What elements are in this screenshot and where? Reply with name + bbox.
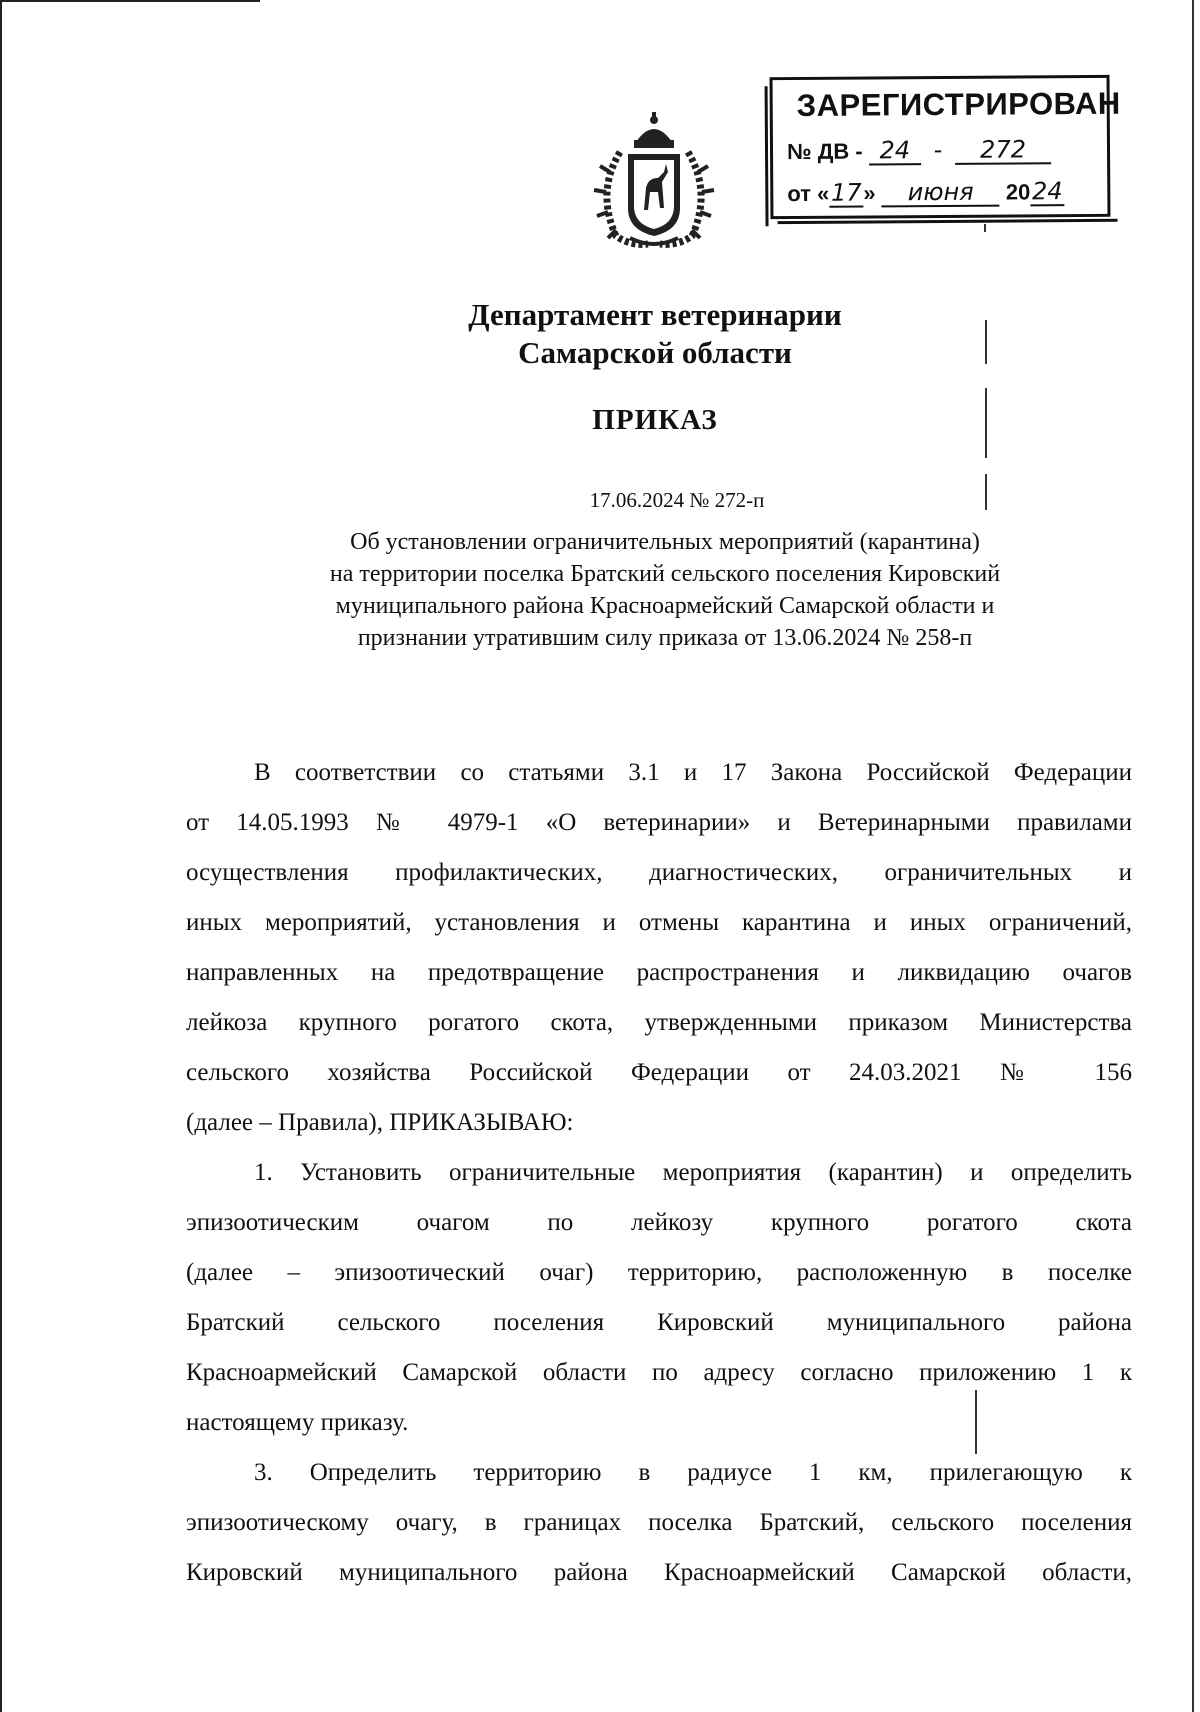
body-line: (далее – эпизоотический очаг) территорию, расположенную в поселке [186,1259,1132,1286]
stamp-date-month: июня [882,179,1000,208]
body-line: эпизоотическому очагу, в границах поселка Братский, сельского поселения [186,1509,1132,1536]
stamp-date-close: » [863,180,876,206]
stamp-date-row [787,178,1064,208]
body-line: 3. Определить территорию в радиусе 1 км, прилегающую к [254,1459,1132,1486]
body-line: В соответствии со статьями 3.1 и 17 Закона Российской Федерации [254,759,1132,786]
body-line: иных мероприятий, установления и отмены карантина и иных ограничений, [186,909,1132,936]
department-name-line2: Самарской области [518,335,792,370]
scan-top-line [0,0,260,2]
body-line: направленных на предотвращение распространения и ликвидацию очагов [186,959,1132,986]
scan-edge-right [1192,0,1194,1712]
stamp-number-separator: - [933,135,943,165]
body-line: осуществления профилактических, диагностических, ограничительных и [186,859,1132,886]
registration-stamp [770,75,1121,219]
order-title-line: Об установлении ограничительных мероприятий (карантина) [350,529,980,555]
order-title [180,526,1150,654]
stamp-title: ЗАРЕГИСТРИРОВАН [796,85,1121,123]
body-line: Братский сельского поселения Кировский муниципального района [186,1309,1132,1336]
body-line: сельского хозяйства Российской Федерации от 24.03.2021 № 156 [186,1059,1132,1086]
stamp-year-suffix: 24 [1031,177,1063,206]
order-date-number: 17.06.2024 № 272-п [589,488,765,512]
order-title-line: признании утратившим силу приказа от 13.06.2024 № 258-п [357,625,973,651]
stamp-number-label: № ДВ - [786,138,863,165]
stamp-year-prefix: 20 [1005,179,1031,205]
body-line: эпизоотическим очагом по лейкозу крупного рогатого скота [186,1209,1132,1236]
document-type: ПРИКАЗ [592,404,718,436]
body-line: Кировский муниципального района Красноармейский Самарской области, [186,1559,1132,1586]
order-title-line: на территории поселка Братский сельского поселения Кировский [329,561,1001,587]
department-name-line1: Департамент ветеринарии [468,297,842,332]
stamp-date-prefix: от « [787,180,830,207]
stamp-registration-number-row [787,136,1051,166]
body-line: настоящему приказу. [186,1409,409,1436]
body-line: Красноармейский Самарской области по адресу согласно приложению 1 к [186,1359,1132,1386]
body-line: от 14.05.1993 № 4979-1 «О ветеринарии» и Ветеринарными правилами [186,809,1132,836]
scan-mark [984,224,986,232]
body-line: лейкоза крупного рогатого скота, утвержденными приказом Министерства [186,1009,1132,1036]
scan-edge-left [0,0,2,1712]
stamp-number-part2: 272 [955,136,1051,165]
body-line: 1. Установить ограничительные мероприятия (карантин) и определить [254,1159,1132,1186]
order-title-line: муниципального района Красноармейский Самарской области и [335,593,995,619]
samara-coat-of-arms-icon [590,112,718,252]
coat-of-arms-emblem [590,112,718,252]
stamp-date-day: 17 [830,178,862,207]
stamp-number-part1: 24 [869,137,921,165]
body-line: (далее – Правила), ПРИКАЗЫВАЮ: [186,1109,574,1136]
